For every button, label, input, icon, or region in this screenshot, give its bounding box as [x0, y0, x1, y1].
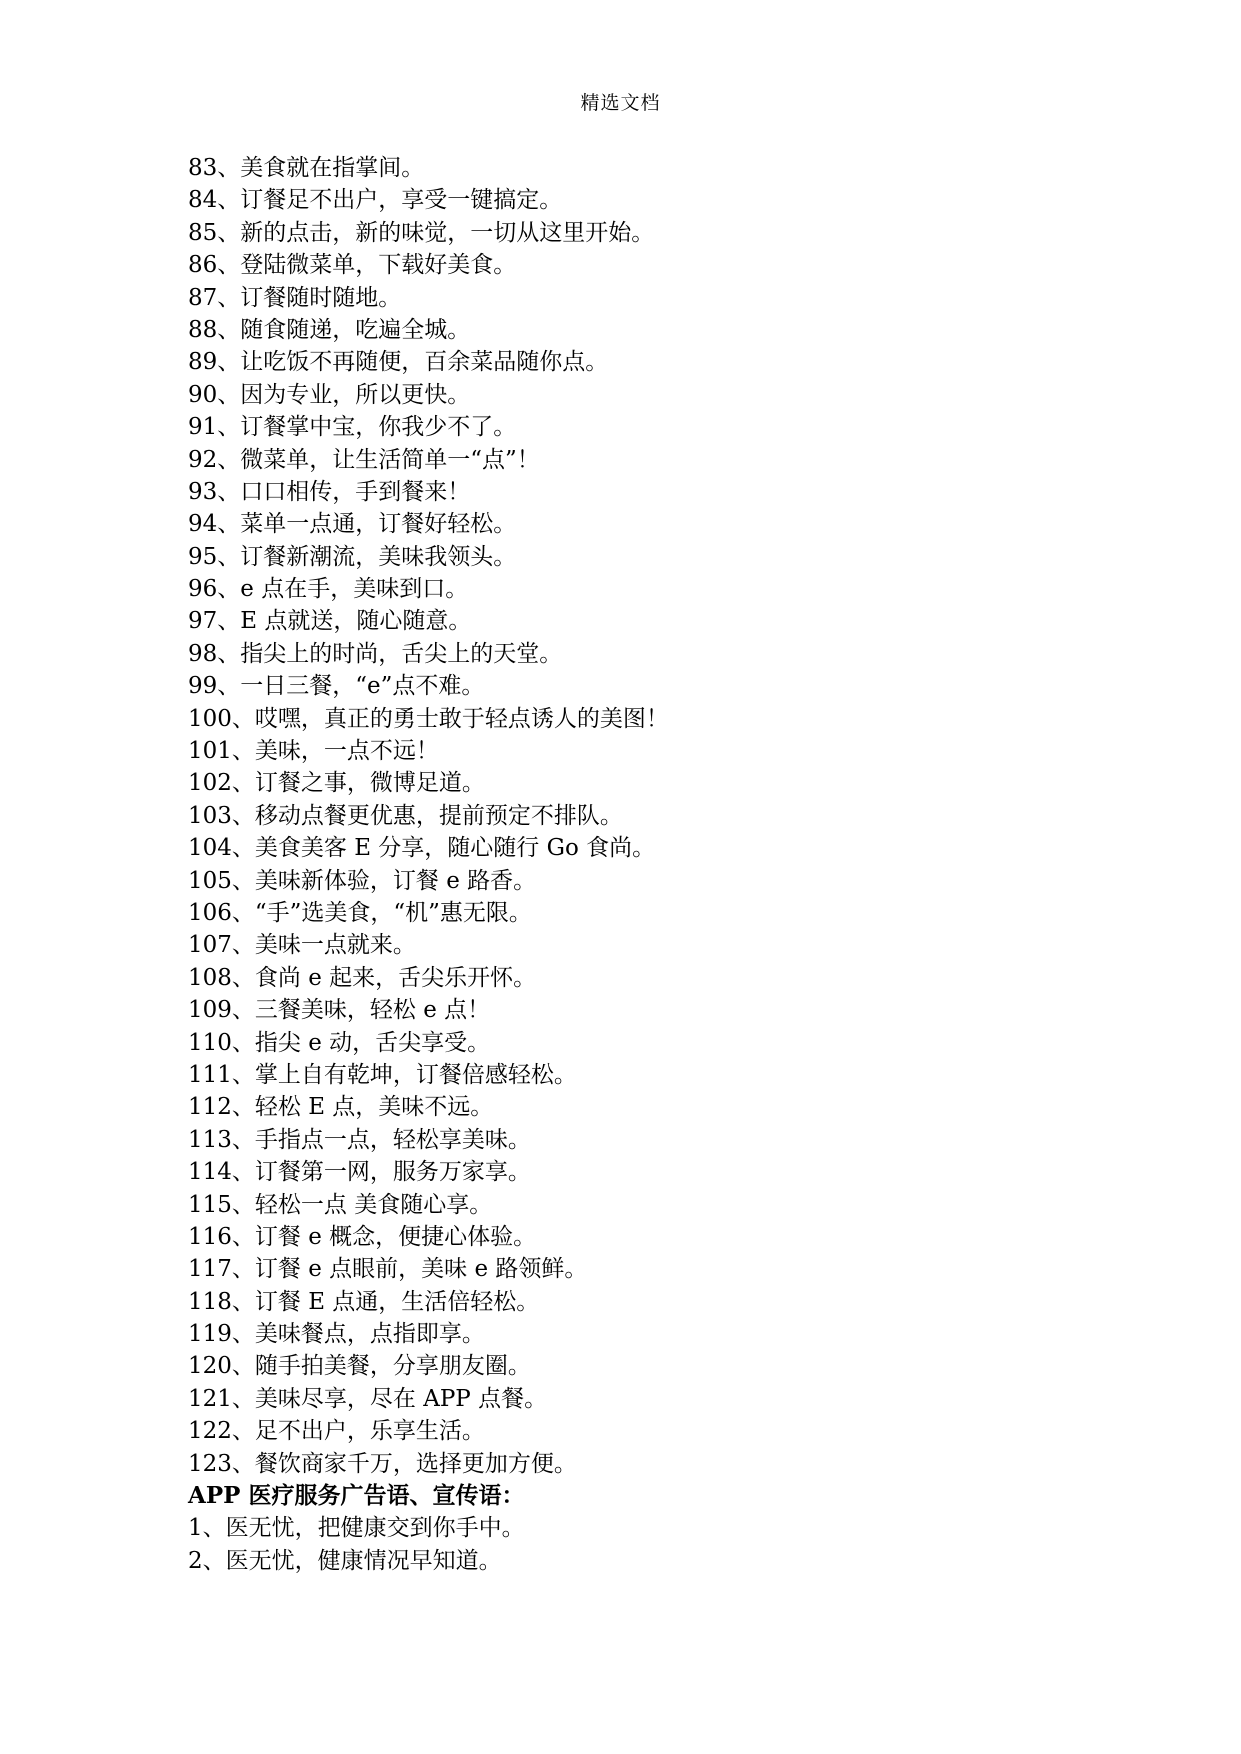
list-item: 108、食尚 e 起来，舌尖乐开怀。: [188, 964, 537, 991]
list-item: 119、美味餐点，点指即享。: [188, 1321, 485, 1348]
list-item: 118、订餐 E 点通，生活倍轻松。: [188, 1288, 540, 1315]
list-item: 112、轻松 E 点，美味不远。: [188, 1094, 494, 1121]
food-slogan-list: [188, 152, 1088, 1480]
list-item: 113、手指点一点，轻松享美味。: [188, 1126, 531, 1153]
list-item: 94、菜单一点通，订餐好轻松。: [188, 511, 517, 538]
list-item: 92、微菜单，让生活简单一“点”！: [188, 446, 540, 473]
document-body: [188, 152, 1088, 1577]
list-item: 86、登陆微菜单，下载好美食。: [188, 252, 517, 279]
list-item: 91、订餐掌中宝，你我少不了。: [188, 414, 517, 441]
list-item: 110、指尖 e 动，舌尖享受。: [188, 1029, 491, 1056]
medical-slogan-list: [188, 1512, 1088, 1577]
list-item: 103、移动点餐更优惠，提前预定不排队。: [188, 802, 623, 829]
list-item: 96、e 点在手，美味到口。: [188, 576, 469, 603]
list-item: 106、“手”选美食，“机”惠无限。: [188, 899, 532, 926]
list-item: 100、哎嘿，真正的勇士敢于轻点诱人的美图！: [188, 705, 669, 732]
list-item: 99、一日三餐，“e”点不难。: [188, 673, 485, 700]
page-header: 精选文档: [580, 92, 661, 114]
list-item: 121、美味尽享，尽在 APP 点餐。: [188, 1385, 548, 1412]
section-heading: APP 医疗服务广告语、宣传语：: [188, 1482, 525, 1510]
list-item: 97、E 点就送，随心随意。: [188, 608, 472, 635]
list-item: 116、订餐 e 概念，便捷心体验。: [188, 1223, 537, 1250]
list-item: 88、随食随递，吃遍全城。: [188, 316, 471, 343]
list-item: 111、掌上自有乾坤，订餐倍感轻松。: [188, 1061, 577, 1088]
list-item: 102、订餐之事，微博足道。: [188, 770, 485, 797]
list-item: 85、新的点击，新的味觉，一切从这里开始。: [188, 219, 655, 246]
list-item: 115、轻松一点 美食随心享。: [188, 1191, 493, 1218]
list-item: 84、订餐足不出户，享受一键搞定。: [188, 187, 563, 214]
list-item: 89、让吃饭不再随便，百余菜品随你点。: [188, 349, 609, 376]
list-item: 117、订餐 e 点眼前，美味 e 路领鲜。: [188, 1256, 588, 1283]
list-item: 87、订餐随时随地。: [188, 284, 402, 311]
list-item: 105、美味新体验，订餐 e 路香。: [188, 867, 537, 894]
list-item: 83、美食就在指掌间。: [188, 155, 425, 181]
list-item: 123、餐饮商家千万，选择更加方便。: [188, 1450, 577, 1477]
list-item: 120、随手拍美餐，分享朋友圈。: [188, 1353, 531, 1380]
list-item: 109、三餐美味，轻松 e 点！: [188, 997, 491, 1024]
list-item: 2、医无忧，健康情况早知道。: [188, 1547, 502, 1574]
list-item: 1、医无忧，把健康交到你手中。: [188, 1515, 525, 1542]
list-item: 95、订餐新潮流，美味我领头。: [188, 543, 517, 570]
list-item: 104、美食美客 E 分享，随心随行 Go 食尚。: [188, 835, 656, 862]
list-item: 90、因为专业，所以更快。: [188, 381, 471, 408]
list-item: 122、足不出户，乐享生活。: [188, 1418, 485, 1445]
list-item: 114、订餐第一网，服务万家享。: [188, 1159, 531, 1186]
list-item: 101、美味，一点不远！: [188, 738, 439, 765]
list-item: 107、美味一点就来。: [188, 932, 416, 959]
list-item: 93、口口相传，手到餐来！: [188, 478, 471, 505]
list-item: 98、指尖上的时尚，舌尖上的天堂。: [188, 640, 563, 667]
